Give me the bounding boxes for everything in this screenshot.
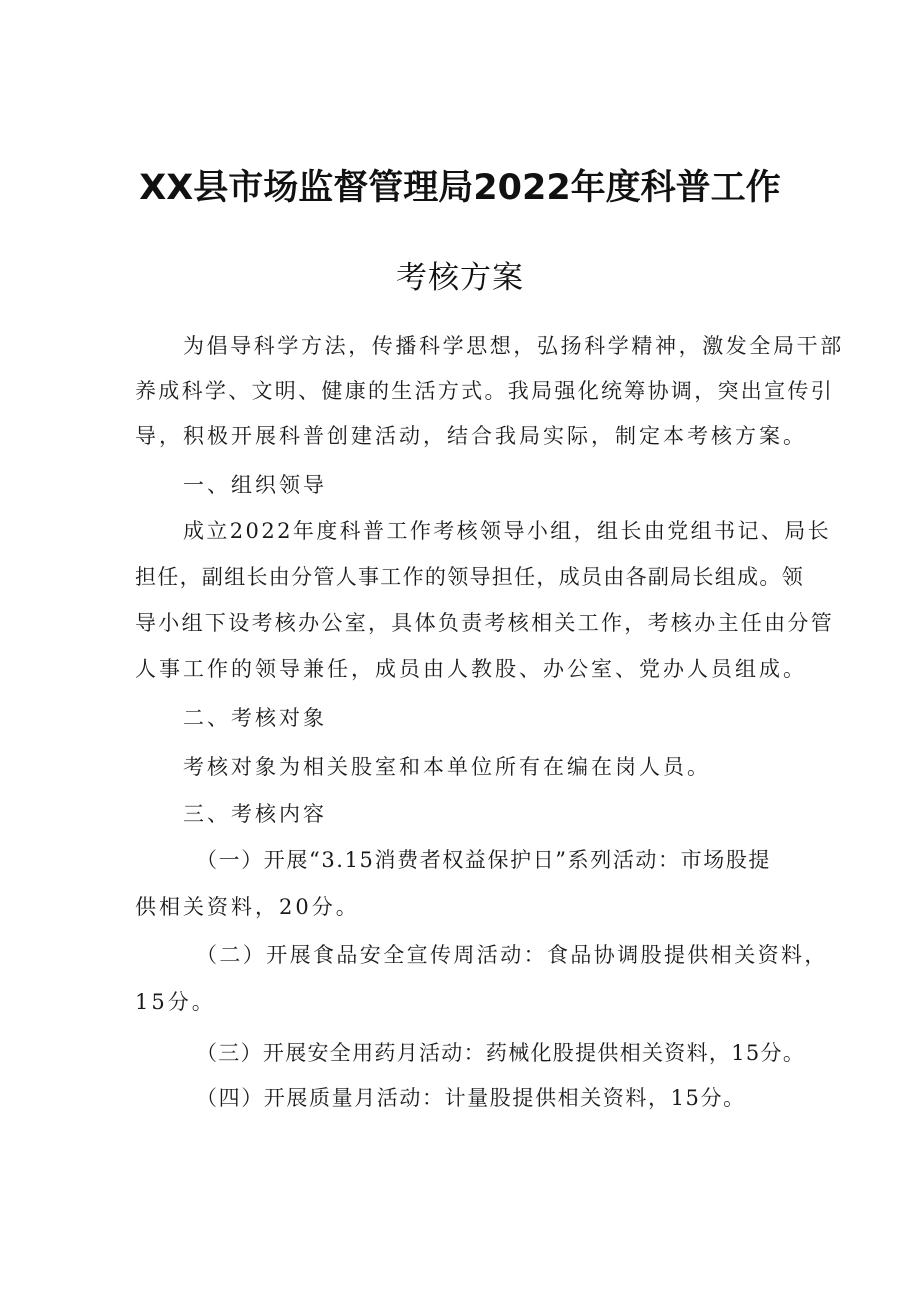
- targets-paragraph: 考核对象为相关股室和本单位所有在编在岗人员。: [183, 755, 711, 779]
- organization-paragraph-line-4: 人事工作的领导兼任，成员由人教股、办公室、党办人员组成。: [135, 657, 807, 681]
- document-title-line-2: 考核方案: [396, 260, 524, 296]
- document-title-line-1: XX县市场监督管理局2022年度科普工作: [139, 168, 781, 208]
- content-item-1-line-2: 供相关资料，20分。: [135, 895, 360, 919]
- content-item-2-line-1: （二）开展食品安全宣传周活动：食品协调股提供相关资料，: [196, 943, 828, 967]
- content-item-1-line-1: （一）开展“3.15消费者权益保护日”系列活动：市场股提: [196, 848, 772, 872]
- organization-paragraph-line-1: 成立2022年度科普工作考核领导小组，组长由党组书记、局长: [183, 519, 832, 543]
- intro-paragraph-line-2: 养成科学、文明、健康的生活方式。我局强化统筹协调，突出宣传引: [135, 379, 834, 403]
- content-item-3: （三）开展安全用药月活动：药械化股提供相关资料，15分。: [196, 1041, 806, 1065]
- section-heading-content: 三、考核内容: [183, 802, 327, 826]
- intro-paragraph-line-3: 导，积极开展科普创建活动，结合我局实际，制定本考核方案。: [135, 424, 807, 448]
- section-heading-organization: 一、组织领导: [183, 473, 327, 497]
- organization-paragraph-line-2: 担任，副组长由分管人事工作的领导担任，成员由各副局长组成。领: [135, 565, 804, 589]
- organization-paragraph-line-3: 导小组下设考核办公室，具体负责考核相关工作，考核办主任由分管: [135, 611, 834, 635]
- content-item-4: （四）开展质量月活动：计量股提供相关资料，15分。: [196, 1086, 746, 1110]
- content-item-2-line-2: 15分。: [135, 990, 216, 1014]
- intro-paragraph-line-1: 为倡导科学方法，传播科学思想，弘扬科学精神，激发全局干部: [183, 334, 844, 358]
- section-heading-targets: 二、考核对象: [183, 706, 327, 730]
